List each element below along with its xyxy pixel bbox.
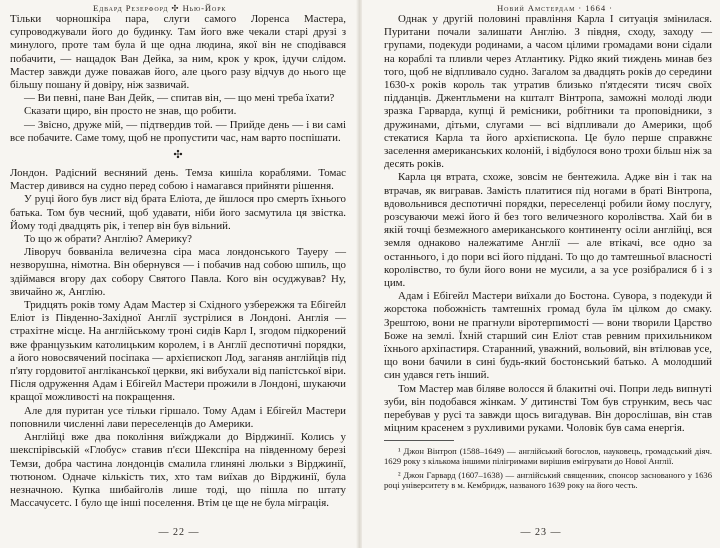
left-paragraph: Англійці вже два покоління виїжджали до Вірджинії. Колись у шекспірівській «Глобус» ставив п'єси Шекспіра на південному березі Темзи, добра частина лондонців смалила глиняні люльки з Вірджинії, тютюном. Одначе кількість тих, хто там виїхав до Вірджинії, була незначною. Купка шибайголів лише тоді, що пішла по штату Массачусетс. І було ще інші поселення. Втім це ще не була міграція. [10, 431, 346, 510]
left-paragraph: Але для пуритан усе тільки гіршало. Тому Адам і Ебігейл Мастери поповнили численні лави переселенців до Америки. [10, 404, 346, 430]
right-running-head: Новий Амстердам · 1664 · [497, 3, 613, 13]
section-ornament: ✣ [173, 149, 183, 162]
footnote: ² Джон Гарвард (1607–1638) — англійський священник, спонсор заснованого у 1636 році університету в м. Кембридж, названого 1639 року на його честь. [384, 469, 712, 491]
right-paragraph: Однак у другій половині правління Карла І ситуація змінилася. Пуритани почали залишати Англію. З півдня, сходу, заходу — групами, подекуди родинами, а часом цілими громадами вони сідали на кораблі та пливли через Атлантику. Рідко який тиждень минав без того, щоб не відпливало судно. Загалом за двадцять років до середини 1630-х років король так утратив близько п'ятдесяти тисяч своїх підданців. Джентльмени на кшталт Вінтропа, заможні молоді люди зразка Гарварда, купці й ремісники, робітники та проповідники, з дружинами, дітьми, слугами — всі відпливали до Америки, щоб стекатися Карла та його архієпископа. Це було перше справжнє заселення американських колоній, і відбулося воно трохи більш ніж за десять років. [384, 13, 712, 171]
right-paragraph: Том Мастер мав біляве волосся й блакитні очі. Попри ледь випнуті зуби, він подобався жінкам. У дитинстві Том був струнким, весь час перебував у русі та завжди щось вигадував. Він дорослішав, він став міцним красенем з рухливими руками. Чоловік був сама енергія. [384, 382, 712, 435]
left-paragraph: Ліворуч бовваніла величезна сіра маса лондонського Тауеру — незворушна, німотна. Він обернувся — і побачив над собою шпиль, що здіймався вгору дах собору Святого Павла. Кого він осуджував? Ну, звичайно ж, Англію. [10, 246, 346, 298]
right-paragraph: Карла ця втрата, схоже, зовсім не бентежила. Адже він і так на втрачав, як вигравав. Замість платитися під ногами в браті Вінтропа, вдовольнився деспотичні порядки, переселенці робили йому послугу, розсуваючи межі його й без того величезного королівства. Хай би в якій точці безмежного американського континенту осіли англійці, вся земля однаково належатиме Англії — але втікачі, все одно за останнього, і до пори всі його піддані. То що до тамтешньої власності королівство, то були його вони не мусили, а за усе розібралися б і з цим. [384, 171, 712, 290]
footnote-rule [384, 440, 454, 441]
left-paragraph: То що ж обрати? Англію? Америку? [24, 233, 192, 246]
left-paragraph: Сказати щиро, він просто не знав, що робити. [24, 105, 237, 118]
footnote: ¹ Джон Вінтроп (1588–1649) — англійський богослов, науковець, громадський діяч. 1629 року з кількома іншими пілігримами вирішив емігрувати до Нової Англії. [384, 446, 712, 467]
left-running-head: Едвард Резерфорд ✣ Нью-Йорк [93, 3, 227, 13]
left-page [0, 0, 358, 548]
left-body-text [10, 13, 346, 510]
left-paragraph: Тридцять років тому Адам Мастер зі Східного узбережжя та Ебігейл Еліот із Південно-Західної Англії зустрілися в Лондоні. Англія — страхітне місце. На англійському троні сидів Карл І, згодом підкорений вже французьким католицьким королем, і в Англії деспотичні порядки, а його новосвячений посіпака — архієпископ Лод, заганяв англійців під п'яту гордовитої англіканської церкви, які вибухали від папістської віри. Після одруження Адам і Ебігейл Мастери прожили в Лондоні, шукаючи кращої можливості на покращення. [10, 299, 346, 404]
right-paragraph: Адам і Ебігейл Мастери виїхали до Бостона. Сувора, з подекуди й жорстока побожність тамтешніх громад була їм цілком до смаку. Зрештою, вони не прагнули віротерпимості — вони творили Царство Боже на землі. Їхній старший син Еліот став ревним прихильником їхнього архіпастиря. Старанний, уважний, вольовий, він втілював усе, що вони бачили в сині будь-який бостонський батько. А молодший син удався геть інший. [384, 290, 712, 382]
left-paragraph: Лондон. Радісний весняний день. Темза кишіла кораблями. Томас Мастер дивився на судно перед собою і намагався прийняти рішення. [10, 167, 346, 193]
footnotes [384, 440, 712, 494]
left-paragraph: — Ви певні, пане Ван Дейк, — спитав він, — що мені треба їхати? [24, 92, 335, 105]
left-paragraph: — Звісно, друже мій, — підтвердив той. — Прийде день — і ви самі все побачите. Саме тому, щоб не пропустити час, нам варто поспішати. [10, 118, 346, 144]
left-paragraph: У руці його був лист від брата Еліота, де йшлося про смерть їхнього батька. Том був чесний, щоб удавати, ніби його засмутила ця звістка. Йому тоді двадцять рік, і тепер він був вільний. [10, 193, 346, 232]
right-page [362, 0, 720, 548]
left-page-number: — 22 — [158, 527, 200, 538]
left-paragraph: Тільки чорношкіра пара, слуги самого Лоренса Мастера, супроводжували його до будинку. Там його вже чекали старі друзі з минулого, проте там була й ще одна людина, якої він не сподівався побачити, — нащадок Ван Дейка, за ним, крок у крок, ідучи слідом. Мастер завжди дуже поважав його, але цього разу відчув до нього ще більшу пошану й довіру, ніж зазвичай. [10, 13, 346, 92]
right-page-number: — 23 — [520, 527, 562, 538]
right-body-text [384, 13, 712, 436]
